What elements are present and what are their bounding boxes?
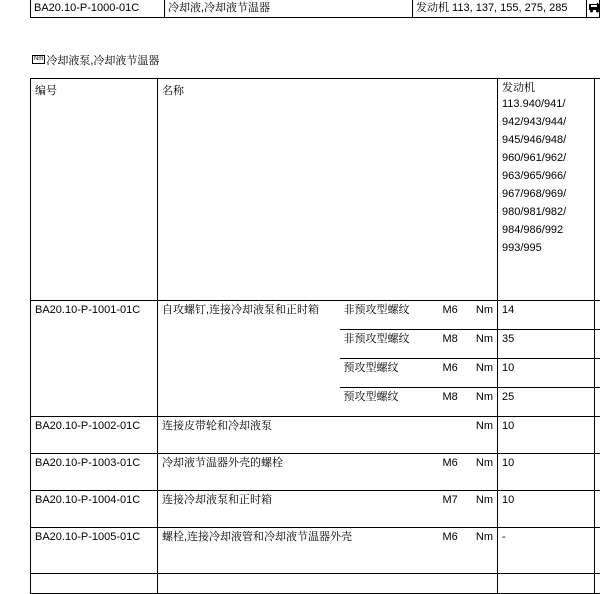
row-number: BA20.10-P-1001-01C bbox=[31, 301, 158, 417]
unit: Nm bbox=[465, 359, 498, 388]
unit: Nm bbox=[465, 301, 498, 330]
thread-size: M6 bbox=[439, 528, 465, 574]
thread-type: 预攻型螺纹 bbox=[340, 388, 439, 417]
header-engine-list: 113.940/941/ 942/943/944/ 945/946/948/ 960/961/962/ 963/965/966/ 967/968/969/ 980/981/982/ 984/986/992 993/995 bbox=[502, 95, 594, 257]
table-row bbox=[31, 528, 600, 574]
doc-engines: 发动机 113, 137, 155, 275, 285 bbox=[413, 0, 587, 17]
section-title bbox=[32, 54, 159, 68]
header-icon-cell bbox=[587, 0, 600, 17]
unit: Nm bbox=[465, 528, 498, 574]
car-wrench-icon bbox=[588, 2, 600, 14]
thread-type bbox=[340, 454, 439, 491]
thread-size: M8 bbox=[439, 330, 465, 359]
torque-value: 10 bbox=[498, 417, 595, 454]
thread-size: M6 bbox=[439, 359, 465, 388]
row-number: BA20.10-P-1004-01C bbox=[31, 491, 158, 528]
torque-value: 10 bbox=[498, 454, 595, 491]
thread-size: M8 bbox=[439, 388, 465, 417]
table-row bbox=[31, 454, 600, 491]
thread-type bbox=[340, 417, 439, 454]
torque-value: 10 bbox=[498, 359, 595, 388]
row-number: BA20.10-P-1003-01C bbox=[31, 454, 158, 491]
row-name: 冷却液节温器外壳的螺栓 bbox=[158, 454, 340, 491]
torque-value: 35 bbox=[498, 330, 595, 359]
row-number: BA20.10-P-1005-01C bbox=[31, 528, 158, 574]
unit: Nm bbox=[465, 330, 498, 359]
header-name: 名称 bbox=[158, 79, 498, 301]
torque-value: 14 bbox=[498, 301, 595, 330]
unit: Nm bbox=[465, 388, 498, 417]
thread-size: M6 bbox=[439, 454, 465, 491]
torque-value: 25 bbox=[498, 388, 595, 417]
thread-type bbox=[340, 491, 439, 528]
thread-type: 非预攻型螺纹 bbox=[340, 301, 439, 330]
thread-size: M6 bbox=[439, 301, 465, 330]
header-engine bbox=[498, 79, 595, 301]
table-header-row bbox=[31, 79, 600, 301]
table-row bbox=[31, 574, 600, 594]
row-name: 自攻螺钉,连接冷却液泵和正时箱 bbox=[158, 301, 340, 417]
document-header-bar bbox=[30, 0, 600, 18]
section-title-text: 冷却液泵,冷却液节温器 bbox=[46, 55, 159, 67]
table-row bbox=[31, 491, 600, 528]
row-name: 连接冷却液泵和正时箱 bbox=[158, 491, 340, 528]
header-extra bbox=[595, 79, 600, 301]
row-name: 连接皮带轮和冷却液泵 bbox=[158, 417, 340, 454]
table-row bbox=[31, 301, 600, 330]
unit: Nm bbox=[465, 454, 498, 491]
doc-title: 冷却液,冷却液节温器 bbox=[165, 0, 413, 17]
torque-spec-table bbox=[30, 78, 600, 594]
thread-type: 预攻型螺纹 bbox=[340, 359, 439, 388]
doc-number: BA20.10-P-1000-01C bbox=[31, 0, 165, 17]
torque-nm-icon: Nm bbox=[32, 55, 45, 64]
thread-size bbox=[439, 417, 465, 454]
torque-value: 10 bbox=[498, 491, 595, 528]
row-name: 螺栓,连接冷却液管和冷却液节温器外壳 bbox=[158, 528, 439, 574]
torque-value: - bbox=[498, 528, 595, 574]
header-number: 编号 bbox=[31, 79, 158, 301]
header-engine-label: 发动机 bbox=[502, 82, 594, 95]
unit: Nm bbox=[465, 491, 498, 528]
row-number: BA20.10-P-1002-01C bbox=[31, 417, 158, 454]
thread-size: M7 bbox=[439, 491, 465, 528]
unit: Nm bbox=[465, 417, 498, 454]
table-row bbox=[31, 417, 600, 454]
thread-type: 非预攻型螺纹 bbox=[340, 330, 439, 359]
